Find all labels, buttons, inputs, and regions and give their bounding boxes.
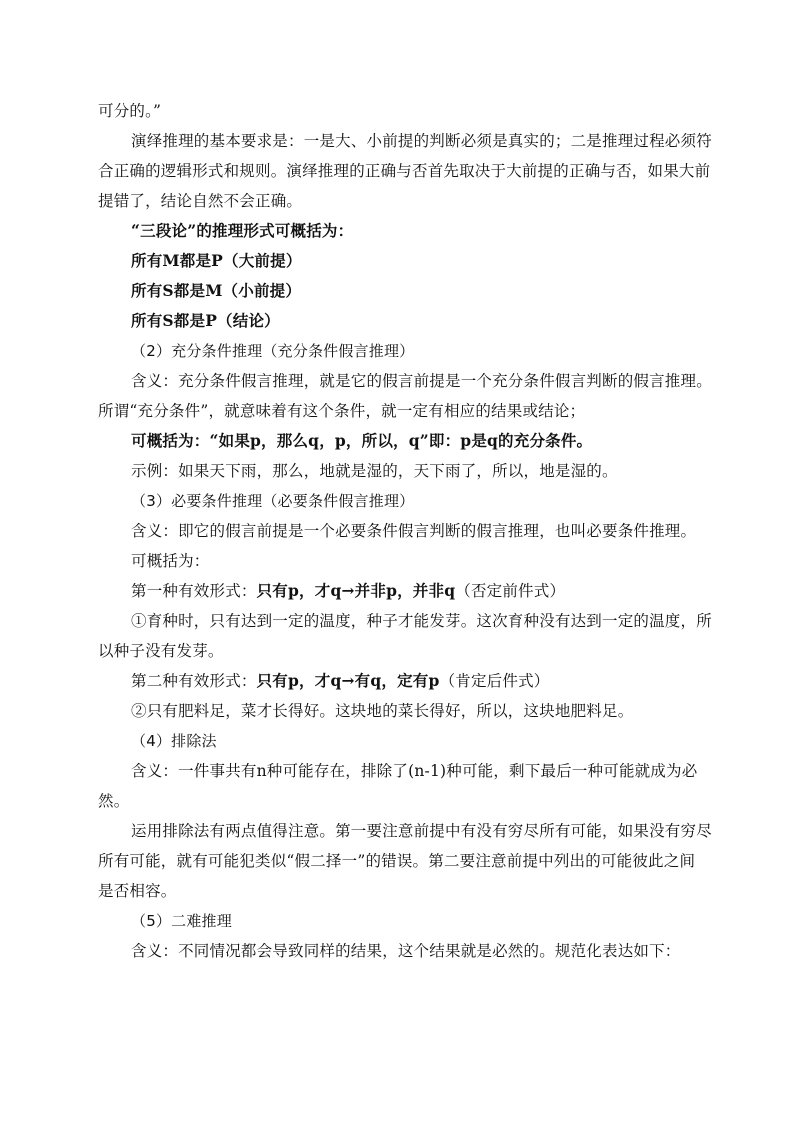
- paragraph-line: 可概括为：: [131, 552, 210, 570]
- major-premise: 所有M都是P（大前提）: [131, 251, 302, 270]
- section-heading: （2）充分条件推理（充分条件假言推理）: [131, 342, 415, 360]
- form-formula: 只有p，才q→并非p，并非q: [256, 581, 456, 600]
- section-heading: （5）二难推理: [131, 912, 232, 930]
- example-line: ①育种时，只有达到一定的温度，种子才能发芽。这次育种没有达到一定的温度，所: [131, 612, 712, 630]
- paragraph-line: 演绎推理的基本要求是：一是大、小前提的判断必须是真实的；二是推理过程必须符: [131, 132, 712, 150]
- form-label: 第一种有效形式：: [131, 582, 257, 600]
- paragraph-line: 含义：不同情况都会导致同样的结果，这个结果就是必然的。规范化表达如下：: [131, 942, 681, 960]
- minor-premise: 所有S都是M（小前提）: [131, 281, 302, 300]
- form-note: （否定前件式）: [455, 582, 566, 600]
- paragraph-line: 可分的。”: [98, 102, 162, 120]
- paragraph-line: 合正确的逻辑形式和规则。演绎推理的正确与否首先取决于大前提的正确与否，如果大前: [98, 162, 711, 180]
- paragraph-line: 然。: [98, 792, 130, 810]
- section-heading: （4）排除法: [131, 732, 217, 750]
- section-heading: （3）必要条件推理（必要条件假言推理）: [131, 492, 415, 510]
- paragraph-line: 含义：充分条件假言推理，就是它的假言前提是一个充分条件假言判断的假言推理。: [131, 372, 712, 390]
- paragraph-line: 是否相容。: [98, 882, 177, 900]
- sufficient-condition-formula: 可概括为：“如果p，那么q，p，所以，q”即：p是q的充分条件。: [131, 431, 593, 450]
- paragraph-line: 含义：即它的假言前提是一个必要条件假言判断的假言推理，也叫必要条件推理。: [131, 522, 697, 540]
- syllogism-heading: “三段论”的推理形式可概括为：: [131, 221, 354, 240]
- paragraph-line: 所谓“充分条件”，就意味着有这个条件，就一定有相应的结果或结论；: [98, 402, 586, 420]
- form-note: （肯定后件式）: [439, 672, 550, 690]
- valid-form-two: [98, 666, 728, 696]
- paragraph-line: 所有可能，就有可能犯类似“假二择一”的错误。第二要注意前提中列出的可能彼此之间: [98, 852, 696, 870]
- form-formula: 只有p，才q→有q，定有p: [256, 671, 440, 690]
- example-line: 示例：如果天下雨，那么，地就是湿的，天下雨了，所以，地是湿的。: [131, 462, 618, 480]
- paragraph-line: 提错了，结论自然不会正确。: [98, 192, 303, 210]
- document-page: [98, 96, 728, 966]
- conclusion: 所有S都是P（结论）: [131, 311, 280, 330]
- example-line: 以种子没有发芽。: [98, 642, 224, 660]
- paragraph-line: 含义：一件事共有n种可能存在，排除了(n-1)种可能，剩下最后一种可能就成为必: [131, 762, 698, 780]
- paragraph-line: 运用排除法有两点值得注意。第一要注意前提中有没有穷尽所有可能，如果没有穷尽: [131, 822, 712, 840]
- valid-form-one: [98, 576, 728, 606]
- form-label: 第二种有效形式：: [131, 672, 257, 690]
- example-line: ②只有肥料足，菜才长得好。这块地的菜长得好，所以，这块地肥料足。: [131, 702, 634, 720]
